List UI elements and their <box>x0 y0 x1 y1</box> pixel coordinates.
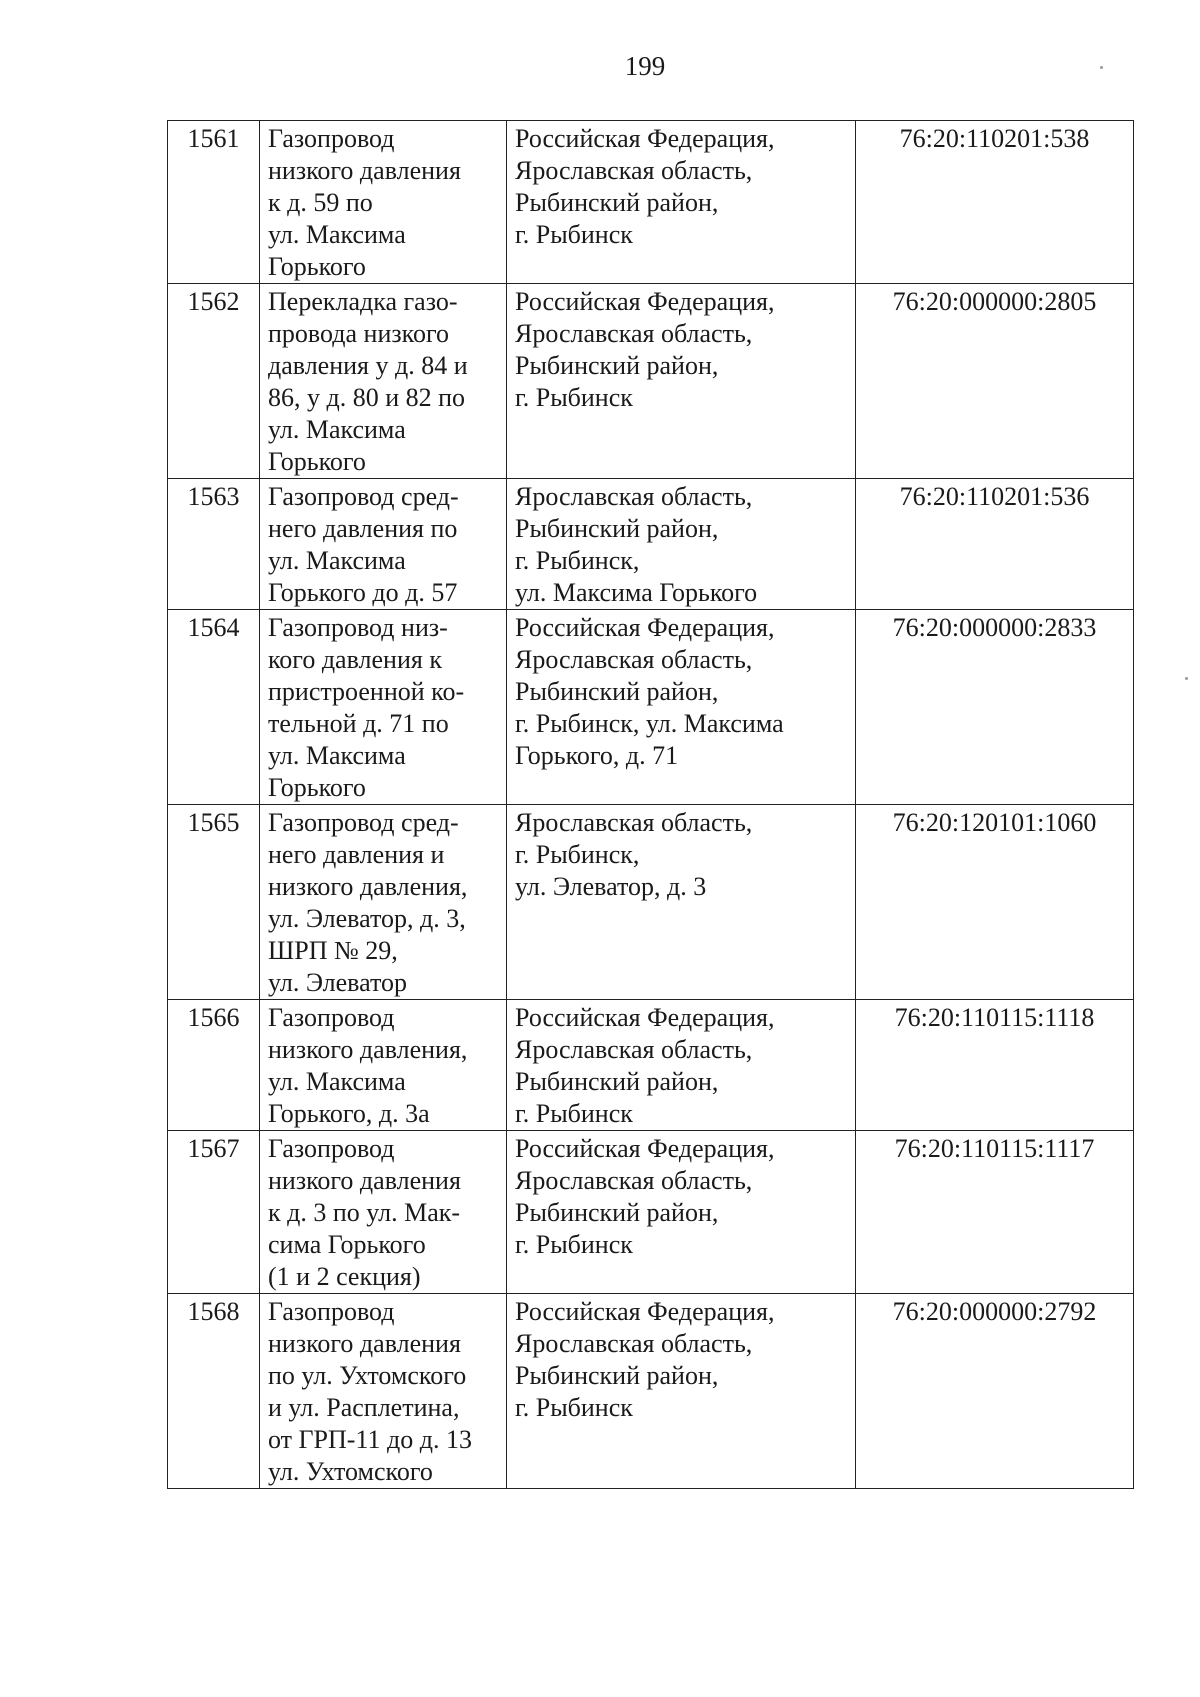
object-name-cell: Газопровод низкого давления к д. 59 по ул. Максима Горького <box>260 121 507 284</box>
table-row <box>168 805 1134 1000</box>
scan-speck <box>1185 677 1188 680</box>
cadastral-number-cell: 76:20:110201:536 <box>856 479 1134 610</box>
object-name-cell: Газопровод низкого давления, ул. Максима Горького, д. 3а <box>260 1000 507 1131</box>
row-number-cell: 1564 <box>168 610 260 805</box>
row-number-cell: 1565 <box>168 805 260 1000</box>
object-name-cell: Газопровод сред- него давления и низкого давления, ул. Элеватор, д. 3, ШРП № 29, ул. Элеватор <box>260 805 507 1000</box>
cadastral-number-cell: 76:20:120101:1060 <box>856 805 1134 1000</box>
row-number-cell: 1566 <box>168 1000 260 1131</box>
address-cell: Российская Федерация, Ярославская область, Рыбинский район, г. Рыбинск, ул. Максима Горького, д. 71 <box>507 610 856 805</box>
address-cell: Российская Федерация, Ярославская область, Рыбинский район, г. Рыбинск <box>507 1131 856 1294</box>
page-number: 199 <box>624 51 666 81</box>
table-row <box>168 284 1134 479</box>
cadastral-number-cell: 76:20:110115:1118 <box>856 1000 1134 1131</box>
cadastral-number-cell: 76:20:000000:2805 <box>856 284 1134 479</box>
object-name-cell: Газопровод низ- кого давления к пристроенной ко- тельной д. 71 по ул. Максима Горького <box>260 610 507 805</box>
cadastral-number-cell: 76:20:000000:2792 <box>856 1294 1134 1489</box>
address-cell: Российская Федерация, Ярославская область, Рыбинский район, г. Рыбинск <box>507 1000 856 1131</box>
object-name-cell: Газопровод низкого давления по ул. Ухтомского и ул. Расплетина, от ГРП-11 до д. 13 ул. Ухтомского <box>260 1294 507 1489</box>
address-cell: Ярославская область, г. Рыбинск, ул. Элеватор, д. 3 <box>507 805 856 1000</box>
row-number-cell: 1567 <box>168 1131 260 1294</box>
address-cell: Ярославская область, Рыбинский район, г. Рыбинск, ул. Максима Горького <box>507 479 856 610</box>
table-row <box>168 1131 1134 1294</box>
object-name-cell: Газопровод низкого давления к д. 3 по ул. Мак- сима Горького (1 и 2 секция) <box>260 1131 507 1294</box>
cadastral-number-cell: 76:20:000000:2833 <box>856 610 1134 805</box>
object-name-cell: Газопровод сред- него давления по ул. Максима Горького до д. 57 <box>260 479 507 610</box>
row-number-cell: 1562 <box>168 284 260 479</box>
row-number-cell: 1568 <box>168 1294 260 1489</box>
table-row <box>168 1000 1134 1131</box>
scan-speck <box>1100 66 1103 69</box>
registry-table <box>167 120 1134 1489</box>
row-number-cell: 1563 <box>168 479 260 610</box>
table-row <box>168 1294 1134 1489</box>
address-cell: Российская Федерация, Ярославская область, Рыбинский район, г. Рыбинск <box>507 121 856 284</box>
address-cell: Российская Федерация, Ярославская область, Рыбинский район, г. Рыбинск <box>507 1294 856 1489</box>
table-row <box>168 610 1134 805</box>
row-number-cell: 1561 <box>168 121 260 284</box>
cadastral-number-cell: 76:20:110115:1117 <box>856 1131 1134 1294</box>
table-row <box>168 121 1134 284</box>
object-name-cell: Перекладка газо- провода низкого давления у д. 84 и 86, у д. 80 и 82 по ул. Максима Горького <box>260 284 507 479</box>
address-cell: Российская Федерация, Ярославская область, Рыбинский район, г. Рыбинск <box>507 284 856 479</box>
table-row <box>168 479 1134 610</box>
cadastral-number-cell: 76:20:110201:538 <box>856 121 1134 284</box>
